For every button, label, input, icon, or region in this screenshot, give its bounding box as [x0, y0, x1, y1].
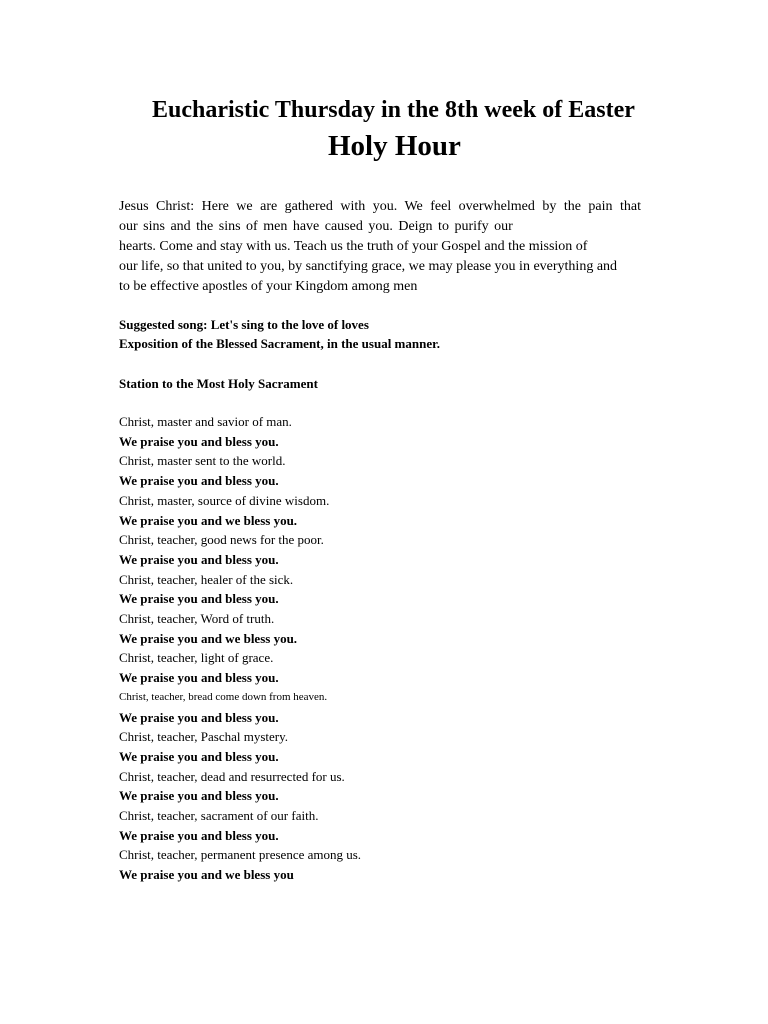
litany-response: We praise you and bless you.	[119, 473, 279, 489]
litany-invocation: Christ, teacher, healer of the sick.	[119, 571, 294, 587]
litany-invocation: Christ, teacher, Paschal mystery.	[119, 729, 289, 745]
intro-line: Jesus Christ: Here we are gathered with you. We feel overwhelmed by the pain that	[119, 199, 641, 214]
litany-response: We praise you and bless you.	[119, 551, 279, 567]
litany-response: We praise you and bless you.	[119, 748, 279, 764]
litany-response: We praise you and bless you.	[119, 670, 279, 686]
litany-invocation: Christ, teacher, bread come down from heaven.	[119, 690, 328, 703]
litany-invocation: Christ, master, source of divine wisdom.	[119, 492, 330, 508]
station-heading: Station to the Most Holy Sacrament	[119, 376, 318, 391]
litany-invocation: Christ, teacher, dead and resurrected for us.	[119, 768, 345, 784]
exposition-instruction: Exposition of the Blessed Sacrament, in the usual manner.	[119, 336, 440, 351]
litany-response: We praise you and we bless you.	[119, 512, 298, 528]
litany-response: We praise you and bless you.	[119, 709, 279, 725]
litany-invocation: Christ, master sent to the world.	[119, 453, 286, 469]
document-title: Eucharistic Thursday in the 8th week of Easter	[152, 97, 635, 123]
document-subtitle: Holy Hour	[328, 130, 461, 162]
intro-line: our sins and the sins of men have caused you. Deign to purify our	[119, 219, 513, 234]
litany-response: We praise you and we bless you	[119, 867, 294, 883]
litany-response: We praise you and we bless you.	[119, 630, 298, 646]
litany-response: We praise you and bless you.	[119, 827, 279, 843]
intro-line: hearts. Come and stay with us. Teach us the truth of your Gospel and the mission of	[119, 239, 588, 254]
litany-invocation: Christ, teacher, permanent presence among us.	[119, 847, 362, 863]
litany-response: We praise you and bless you.	[119, 433, 279, 449]
litany-invocation: Christ, teacher, Word of truth.	[119, 611, 275, 627]
litany	[119, 412, 361, 885]
litany-invocation: Christ, master and savior of man.	[119, 414, 292, 429]
suggested-song: Suggested song: Let's sing to the love of loves	[119, 317, 369, 332]
litany-response: We praise you and bless you.	[119, 591, 279, 607]
litany-response: We praise you and bless you.	[119, 788, 279, 804]
intro-line: to be effective apostles of your Kingdom among men	[119, 279, 418, 294]
litany-invocation: Christ, teacher, sacrament of our faith.	[119, 808, 319, 824]
intro-paragraph	[119, 197, 641, 297]
litany-invocation: Christ, teacher, good news for the poor.	[119, 532, 324, 548]
litany-invocation: Christ, teacher, light of grace.	[119, 650, 274, 666]
intro-line: our life, so that united to you, by sanctifying grace, we may please you in everything and	[119, 259, 618, 274]
